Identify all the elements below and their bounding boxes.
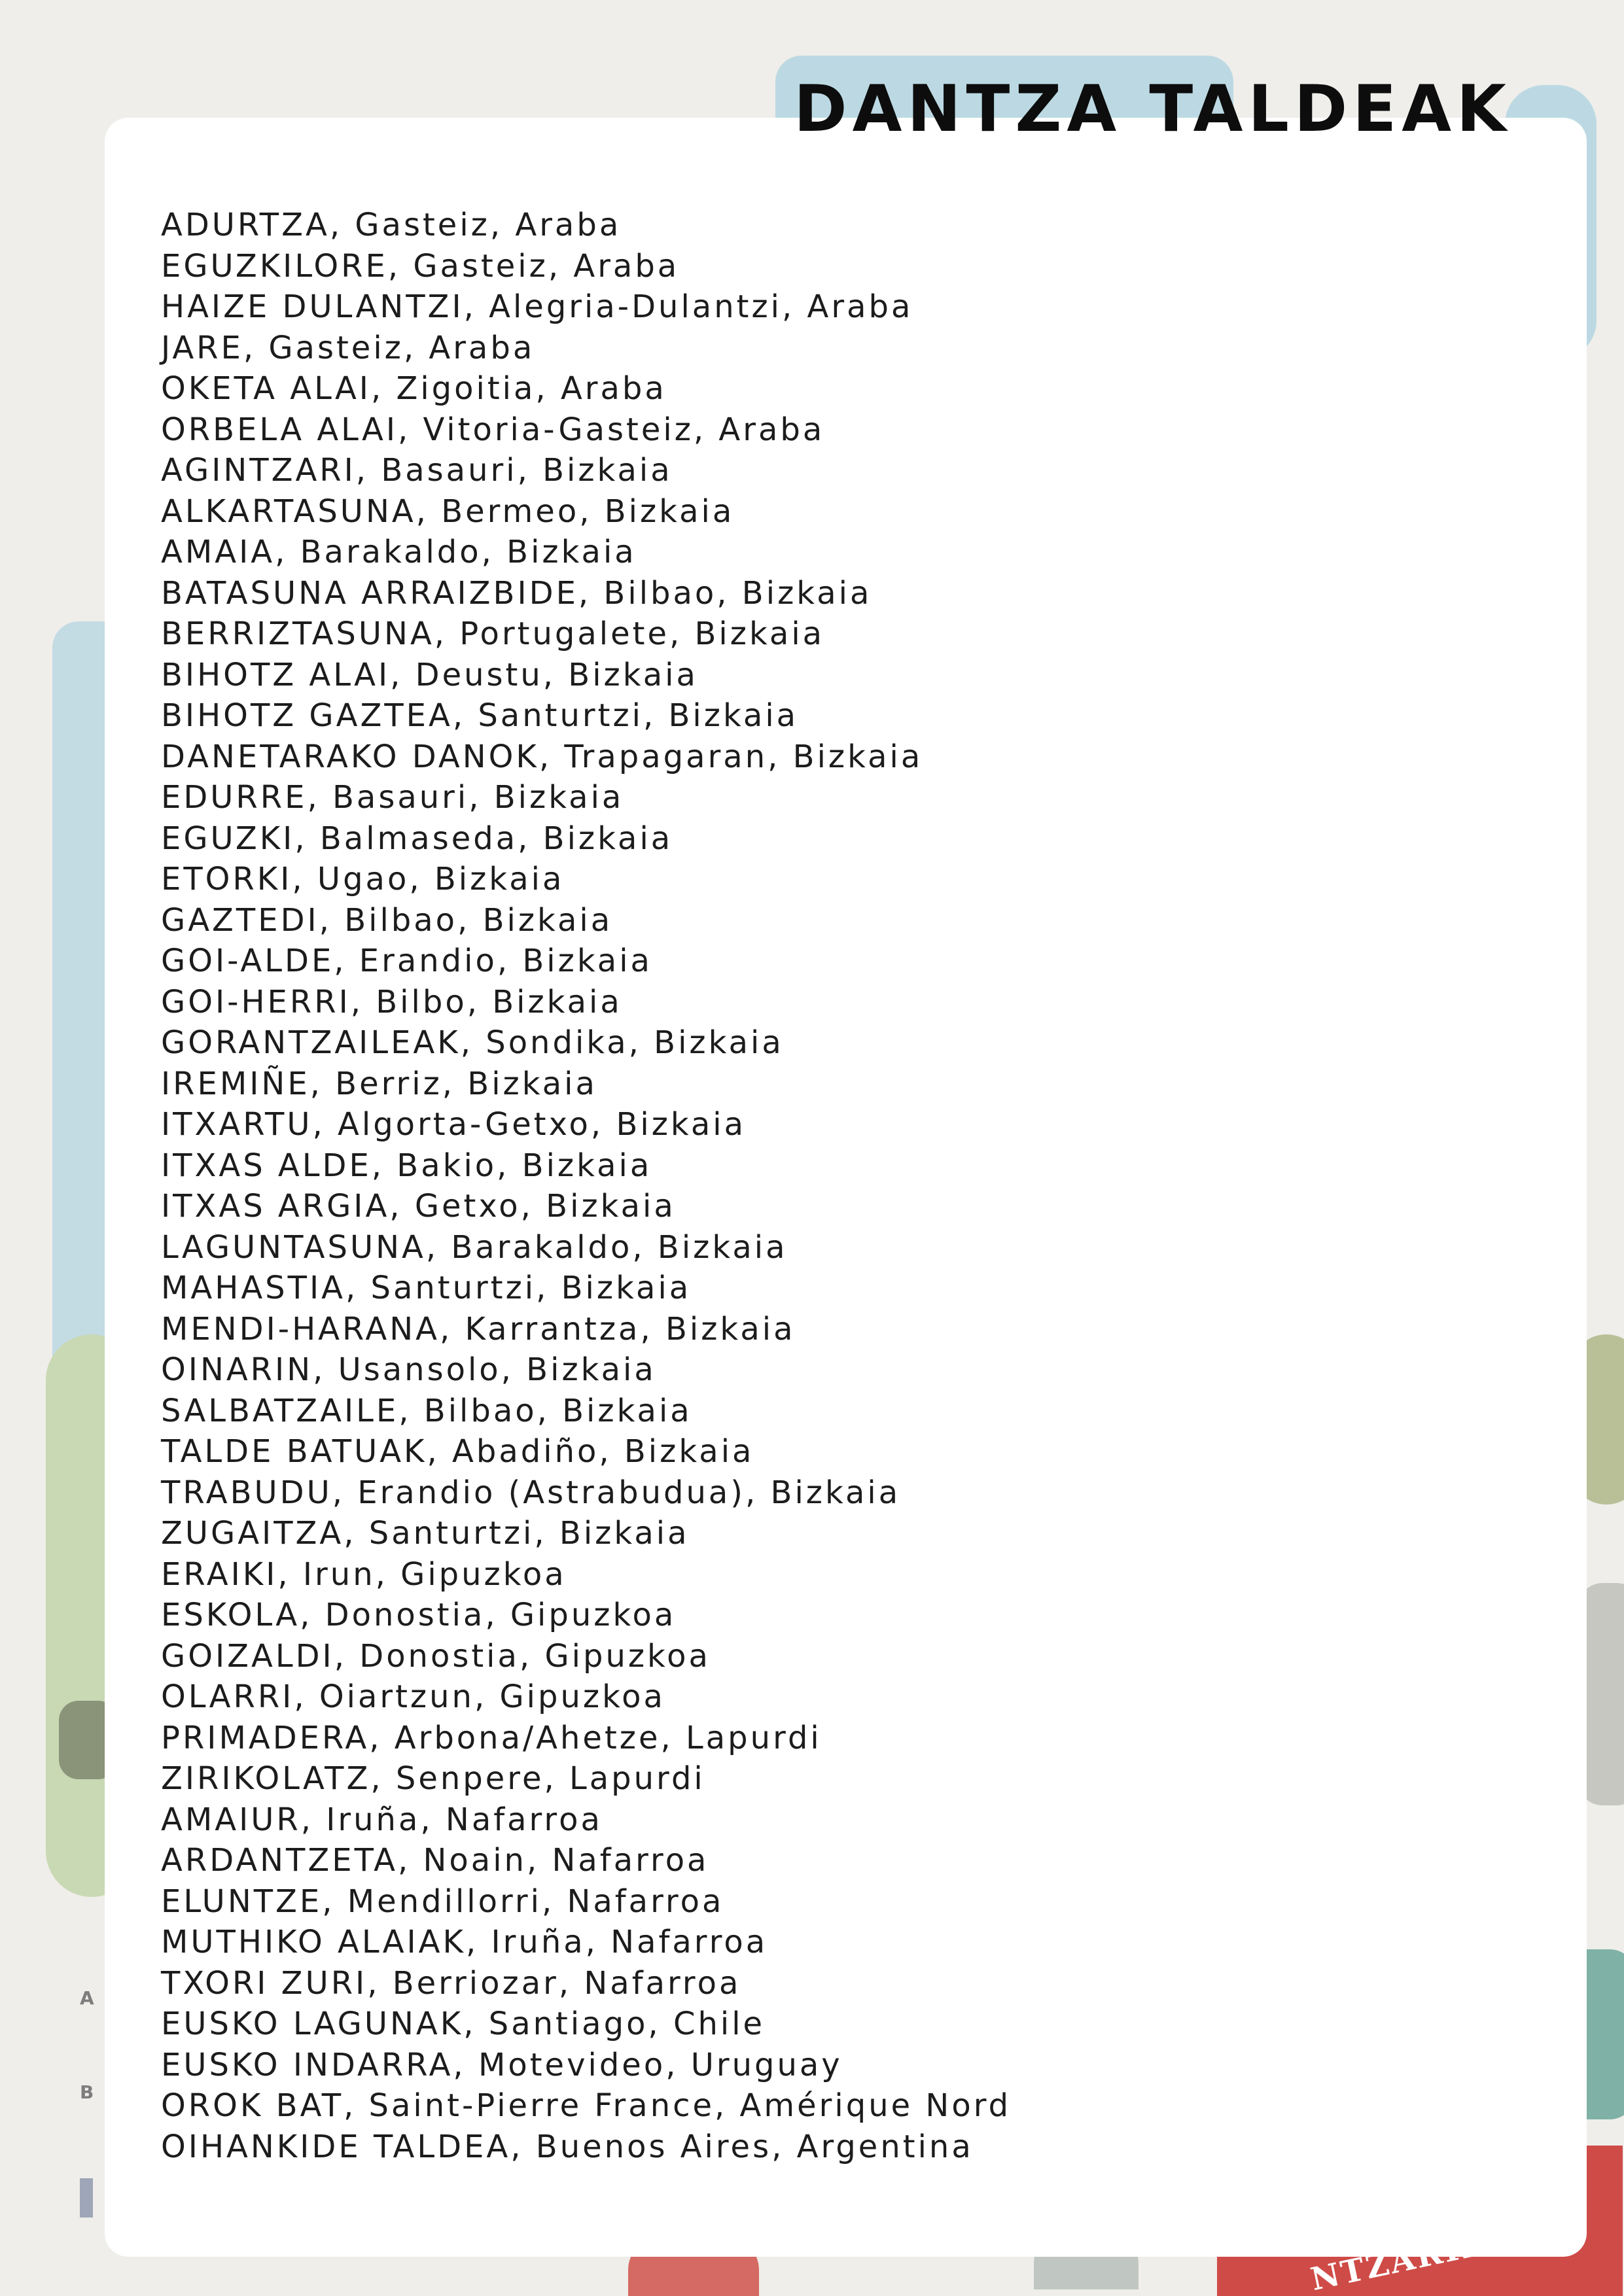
side-letter-a: A xyxy=(80,1987,94,2009)
dance-group-list xyxy=(161,205,1011,2167)
page-title: DANTZA TALDEAK xyxy=(794,72,1511,147)
list-item: DANETARAKO DANOK, Trapagaran, Bizkaia xyxy=(161,738,923,775)
list-item: ADURTZA, Gasteiz, Araba xyxy=(161,207,622,243)
list-item: MENDI-HARANA, Karrantza, Bizkaia xyxy=(161,1310,796,1348)
list-item: ESKOLA, Donostia, Gipuzkoa xyxy=(161,1597,677,1633)
list-item: IREMIÑE, Berriz, Bizkaia xyxy=(161,1065,597,1102)
list-item: AMAIUR, Iruña, Nafarroa xyxy=(161,1801,603,1838)
list-item: AMAIA, Barakaldo, Bizkaia xyxy=(161,534,637,570)
list-item: ARDANTZETA, Noain, Nafarroa xyxy=(161,1842,709,1879)
list-item: EUSKO LAGUNAK, Santiago, Chile xyxy=(161,2006,766,2042)
list-item: JARE, Gasteiz, Araba xyxy=(161,329,535,366)
list-item: GAZTEDI, Bilbao, Bizkaia xyxy=(161,901,613,939)
list-item: BIHOTZ ALAI, Deustu, Bizkaia xyxy=(161,656,698,693)
list-item: OINARIN, Usansolo, Bizkaia xyxy=(161,1351,656,1388)
list-item: EUSKO INDARRA, Motevideo, Uruguay xyxy=(161,2046,843,2083)
list-item: ERAIKI, Irun, Gipuzkoa xyxy=(161,1556,567,1593)
list-item: TXORI ZURI, Berriozar, Nafarroa xyxy=(161,1964,741,2002)
side-letter-b: B xyxy=(80,2081,94,2103)
list-item: MAHASTIA, Santurtzi, Bizkaia xyxy=(161,1270,692,1306)
list-item: ALKARTASUNA, Bermeo, Bizkaia xyxy=(161,493,735,530)
list-item: LAGUNTASUNA, Barakaldo, Bizkaia xyxy=(161,1228,788,1266)
list-item: ITXAS ARGIA, Getxo, Bizkaia xyxy=(161,1188,676,1225)
list-item: ELUNTZE, Mendillorri, Nafarroa xyxy=(161,1883,724,1920)
list-item: TRABUDU, Erandio (Astrabudua), Bizkaia xyxy=(161,1474,901,1511)
list-item: GOI-ALDE, Erandio, Bizkaia xyxy=(161,943,652,979)
list-item: ORBELA ALAI, Vitoria-Gasteiz, Araba xyxy=(161,411,825,448)
list-item: EGUZKI, Balmaseda, Bizkaia xyxy=(161,820,673,857)
side-chip xyxy=(80,2178,93,2218)
list-item: OKETA ALAI, Zigoitia, Araba xyxy=(161,370,667,407)
list-item: GORANTZAILEAK, Sondika, Bizkaia xyxy=(161,1024,784,1061)
list-item: ITXAS ALDE, Bakio, Bizkaia xyxy=(161,1147,652,1184)
list-item: ETORKI, Ugao, Bizkaia xyxy=(161,861,565,897)
list-item: MUTHIKO ALAIAK, Iruña, Nafarroa xyxy=(161,1924,768,1960)
list-item: HAIZE DULANTZI, Alegria-Dulantzi, Araba xyxy=(161,288,913,325)
list-item: BATASUNA ARRAIZBIDE, Bilbao, Bizkaia xyxy=(161,574,872,612)
list-item: EDURRE, Basauri, Bizkaia xyxy=(161,779,624,816)
list-item: OIHANKIDE TALDEA, Buenos Aires, Argentina xyxy=(161,2128,974,2165)
list-item: TALDE BATUAK, Abadiño, Bizkaia xyxy=(161,1433,754,1470)
list-item: BERRIZTASUNA, Portugalete, Bizkaia xyxy=(161,616,825,652)
list-item: AGINTZARI, Basauri, Bizkaia xyxy=(161,452,673,489)
list-item: SALBATZAILE, Bilbao, Bizkaia xyxy=(161,1392,692,1429)
list-item: EGUZKILORE, Gasteiz, Araba xyxy=(161,247,680,285)
list-item: PRIMADERA, Arbona/Ahetze, Lapurdi xyxy=(161,1719,822,1756)
list-item: BIHOTZ GAZTEA, Santurtzi, Bizkaia xyxy=(161,697,799,734)
list-item: OROK BAT, Saint-Pierre France, Amérique Nord xyxy=(161,2087,1012,2124)
list-item: ZUGAITZA, Santurtzi, Bizkaia xyxy=(161,1515,690,1552)
list-item: OLARRI, Oiartzun, Gipuzkoa xyxy=(161,1679,665,1715)
list-item: GOIZALDI, Donostia, Gipuzkoa xyxy=(161,1637,711,1675)
list-item: ZIRIKOLATZ, Senpere, Lapurdi xyxy=(161,1760,705,1797)
list-item: ITXARTU, Algorta-Getxo, Bizkaia xyxy=(161,1106,747,1143)
list-item: GOI-HERRI, Bilbo, Bizkaia xyxy=(161,983,622,1020)
